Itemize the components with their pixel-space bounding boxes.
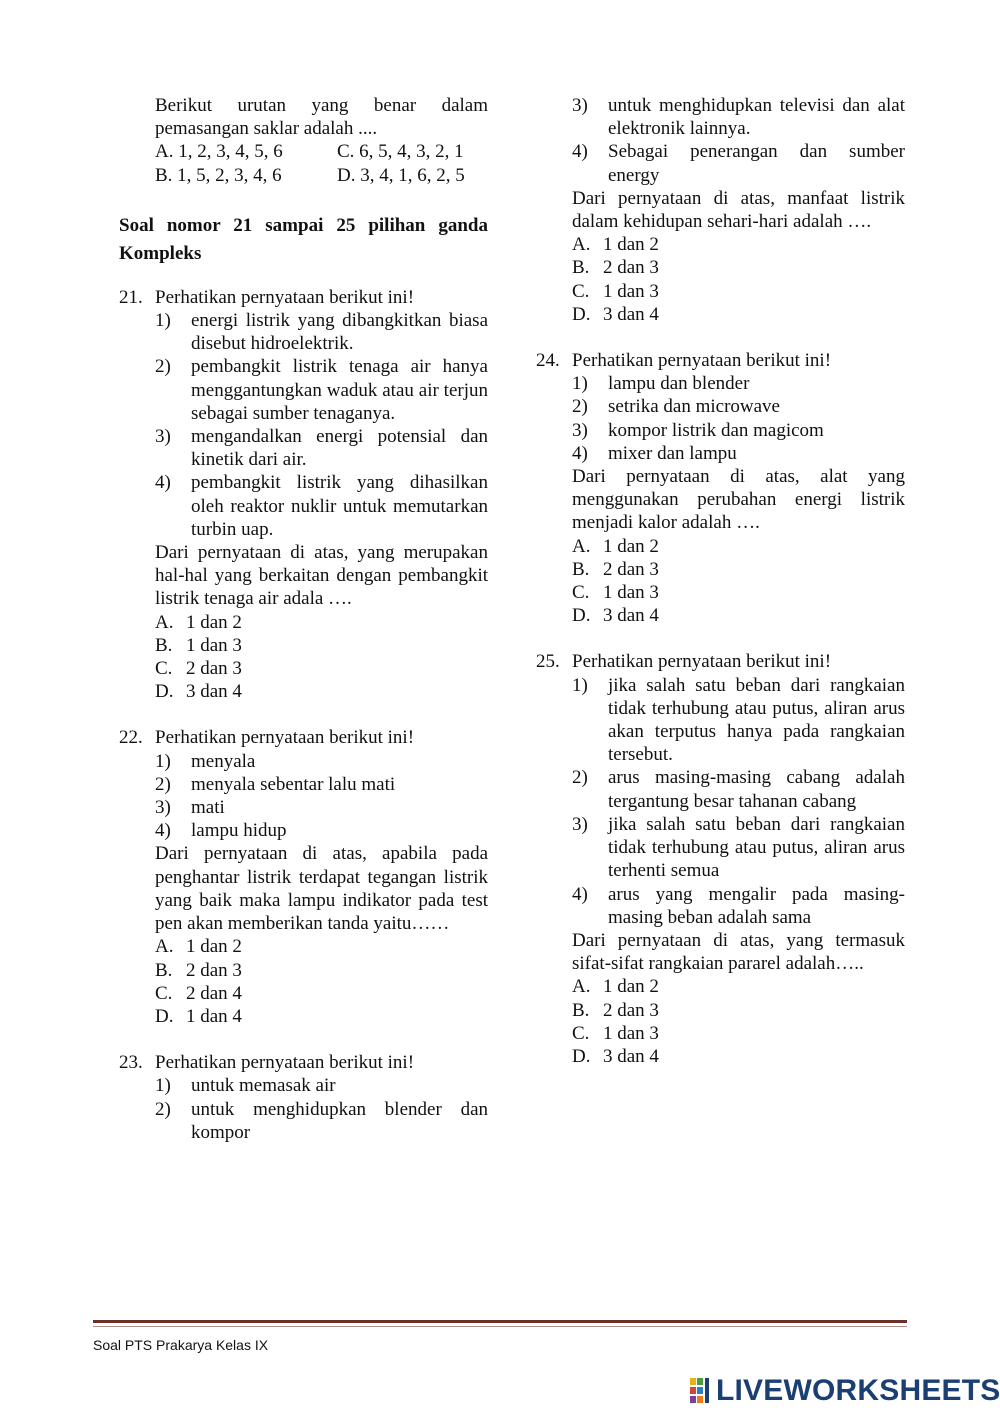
option-text: 1 dan 2 [603,234,659,256]
statement-number: 2) [155,356,171,378]
q25-stem-row [536,650,905,673]
statement-text: untuk memasak air [191,1075,336,1097]
option-text: 1 dan 4 [186,1005,242,1027]
liveworksheets-logo[interactable] [690,1375,1000,1407]
q21-option-b[interactable] [155,634,488,657]
q20-continuation [119,94,488,187]
q24-statement [572,372,905,395]
q20-question-text: Berikut urutan yang benar dalam pemasangan saklar adalah .... [155,95,488,140]
q20-option-d[interactable]: D. 3, 4, 1, 6, 2, 5 [337,164,465,186]
q25-statement [572,766,905,812]
option-text: 1 dan 2 [186,611,242,633]
q21-number: 21. [119,286,143,308]
q23-statements-cont [536,94,905,187]
statement-number: 3) [155,797,171,819]
option-letter: A. [155,611,174,633]
footer-divider [93,1320,907,1327]
q24-option-c[interactable] [572,581,905,604]
statement-number: 2) [155,1098,171,1120]
q23-number: 23. [119,1052,143,1074]
statement-text: mixer dan lampu [608,442,737,464]
q20-option-c[interactable]: C. 6, 5, 4, 3, 2, 1 [337,141,464,163]
statement-number: 4) [572,883,588,905]
q24-stem: Perhatikan pernyataan berikut ini! [572,350,832,372]
option-text: 3 dan 4 [186,681,242,703]
q22-question: Dari pernyataan di atas, apabila pada penghantar listrik terdapat tegangan listrik yang baik maka lampu indikator pada test pen akan memberikan tanda yaitu…… [155,843,488,935]
question-24 [536,349,905,627]
q23-statements [119,1074,488,1144]
q25-option-a[interactable] [572,975,905,998]
q21-statement [155,355,488,425]
q24-option-b[interactable] [572,558,905,581]
option-letter: D. [572,605,591,627]
q21-option-a[interactable] [155,611,488,634]
q23-option-b[interactable] [572,256,905,279]
q25-statements [536,674,905,929]
option-letter: C. [572,280,590,302]
q23-statement [155,1098,488,1144]
q21-statement [155,425,488,471]
statement-text: untuk menghidupkan blender dan kompor [191,1098,488,1143]
q25-question: Dari pernyataan di atas, yang termasuk sifat-sifat rangkaian pararel adalah….. [572,929,905,975]
footer-divider-thin [93,1326,907,1327]
statement-text: pembangkit listrik yang dihasilkan oleh reaktor nuklir untuk memutarkan turbin uap. [191,472,488,540]
q25-stem: Perhatikan pernyataan berikut ini! [572,651,832,673]
option-text: 1 dan 2 [603,535,659,557]
statement-text: arus yang mengalir pada masing-masing beban adalah sama [608,883,905,928]
statement-number: 3) [572,95,588,116]
statement-number: 3) [155,426,171,448]
statement-number: 3) [572,419,588,441]
option-letter: B. [155,634,173,656]
q24-stem-row [536,349,905,372]
q22-stem-row [119,726,488,749]
q24-statement [572,395,905,418]
q25-statement [572,883,905,929]
q21-question: Dari pernyataan di atas, yang merupakan hal-hal yang berkaitan dengan pembangkit listrik tenaga air adala …. [155,542,488,610]
liveworksheets-wordmark: LIVEWORKSHEETS [716,1374,1000,1407]
option-text: 1 dan 3 [603,582,659,604]
q21-option-d[interactable] [155,680,488,703]
statement-number: 1) [155,310,171,332]
q23-stem: Perhatikan pernyataan berikut ini! [155,1052,415,1074]
statement-text: untuk menghidupkan televisi dan alat elektronik lainnya. [608,95,905,140]
q23-option-c[interactable] [572,280,905,303]
option-letter: C. [572,582,590,604]
option-letter: B. [572,257,590,279]
option-letter: B. [572,999,590,1021]
option-letter: C. [155,982,173,1004]
q25-options [536,975,905,1068]
statement-number: 2) [572,396,588,418]
statement-text: lampu dan blender [608,373,750,395]
q22-option-a[interactable] [155,935,488,958]
statement-number: 2) [155,773,171,795]
q21-statement [155,471,488,541]
q25-statement [572,674,905,767]
option-letter: D. [572,303,591,325]
statement-text: lampu hidup [191,820,287,842]
q23-question: Dari pernyataan di atas, manfaat listrik dalam kehidupan sehari-hari adalah …. [572,187,905,233]
option-letter: A. [572,535,591,557]
option-text: 3 dan 4 [603,1045,659,1067]
statement-number: 4) [572,442,588,464]
option-text: 2 dan 3 [186,658,242,680]
question-25 [536,650,905,1068]
q25-option-b[interactable] [572,999,905,1022]
option-letter: B. [155,959,173,981]
q22-option-d[interactable] [155,1005,488,1028]
q23-statement [155,1074,488,1097]
question-23 [119,1051,488,1144]
q24-number: 24. [536,350,560,372]
q21-stem-row [119,286,488,309]
q22-number: 22. [119,727,143,749]
statement-number: 3) [572,813,588,835]
q22-option-c[interactable] [155,982,488,1005]
footer-title: Soal PTS Prakarya Kelas IX [93,1337,269,1353]
q24-options [536,535,905,628]
q22-stem: Perhatikan pernyataan berikut ini! [155,727,415,749]
statement-number: 1) [572,674,588,696]
q22-statements [119,750,488,843]
q24-question: Dari pernyataan di atas, alat yang menggunakan perubahan energi listrik menjadi kalor adalah …. [572,466,905,534]
q24-statement [572,442,905,465]
statement-text: mengandalkan energi potensial dan kinetik dari air. [191,426,488,471]
q22-statement [155,773,488,796]
option-text: 1 dan 3 [603,1022,659,1044]
q23-continuation [536,94,905,326]
option-text: 2 dan 3 [603,999,659,1021]
q22-statement [155,750,488,773]
q23-option-d[interactable] [572,303,905,326]
statement-text: Sebagai penerangan dan sumber energy [608,141,905,186]
option-letter: A. [572,976,591,998]
statement-number: 4) [155,472,171,494]
option-text: 2 dan 4 [186,982,242,1004]
statement-text: jika salah satu beban dari rangkaian tidak terhubung atau putus, aliran arus akan terputus hanya pada rangkaian tersebut. [608,674,905,766]
q22-options [119,935,488,1028]
statement-text: kompor listrik dan magicom [608,419,824,441]
statement-text: jika salah satu beban dari rangkaian tidak terhubung atau putus, aliran arus terhenti semua [608,813,905,882]
q25-option-c[interactable] [572,1022,905,1045]
q21-statements [119,309,488,541]
option-text: 2 dan 3 [603,558,659,580]
option-letter: A. [155,936,174,958]
option-text: 1 dan 2 [186,936,242,958]
option-text: 2 dan 3 [603,257,659,279]
liveworksheets-icon [690,1378,712,1404]
q21-statement [155,309,488,355]
statement-number: 1) [155,750,171,772]
q21-stem: Perhatikan pernyataan berikut ini! [155,286,415,308]
q21-option-c[interactable] [155,657,488,680]
q22-statement [155,819,488,842]
q23-option-a[interactable] [572,233,905,256]
statement-text: energi listrik yang dibangkitkan biasa disebut hidroelektrik. [191,310,488,355]
q25-number: 25. [536,651,560,673]
section-heading: Soal nomor 21 sampai 25 pilihan ganda Kompleks [119,214,488,264]
q23-statement [572,94,905,140]
statement-text: pembangkit listrik tenaga air hanya menggantungkan waduk atau air terjun sebagai sumber tenaganya. [191,356,488,424]
q20-option-a[interactable]: A. 1, 2, 3, 4, 5, 6 [155,141,283,163]
statement-text: setrika dan microwave [608,396,780,418]
footer-divider-thick [93,1320,907,1323]
q25-statement [572,813,905,883]
q24-statement [572,419,905,442]
statement-text: menyala sebentar lalu mati [191,773,396,795]
statement-number: 4) [155,820,171,842]
q25-option-d[interactable] [572,1045,905,1068]
option-text: 2 dan 3 [186,959,242,981]
question-21 [119,286,488,704]
option-letter: B. [572,558,590,580]
statement-number: 1) [572,373,588,395]
statement-text: arus masing-masing cabang adalah tergantung besar tahanan cabang [608,767,905,812]
q24-option-a[interactable] [572,535,905,558]
q23-options [536,233,905,326]
q23-statement [572,140,905,186]
option-letter: C. [572,1022,590,1044]
option-text: 3 dan 4 [603,303,659,325]
option-letter: D. [572,1045,591,1067]
statement-text: mati [191,797,225,819]
statement-number: 1) [155,1075,171,1097]
statement-text: menyala [191,750,256,772]
q20-option-b[interactable]: B. 1, 5, 2, 3, 4, 6 [155,164,282,186]
statement-number: 4) [572,141,588,163]
option-letter: D. [155,1005,174,1027]
q20-options-row-1 [155,140,488,163]
q22-option-b[interactable] [155,959,488,982]
q24-statements [536,372,905,465]
option-text: 1 dan 3 [186,634,242,656]
option-text: 1 dan 3 [603,280,659,302]
option-text: 1 dan 2 [603,976,659,998]
q22-statement [155,796,488,819]
option-letter: A. [572,234,591,256]
option-letter: C. [155,658,173,680]
statement-number: 2) [572,767,588,789]
option-letter: D. [155,681,174,703]
option-text: 3 dan 4 [603,605,659,627]
right-column [536,94,905,1068]
left-column [119,94,488,1144]
q23-stem-row [119,1051,488,1074]
q24-option-d[interactable] [572,604,905,627]
question-22 [119,726,488,1028]
q20-options-row-2 [155,164,488,187]
q21-options [119,611,488,704]
